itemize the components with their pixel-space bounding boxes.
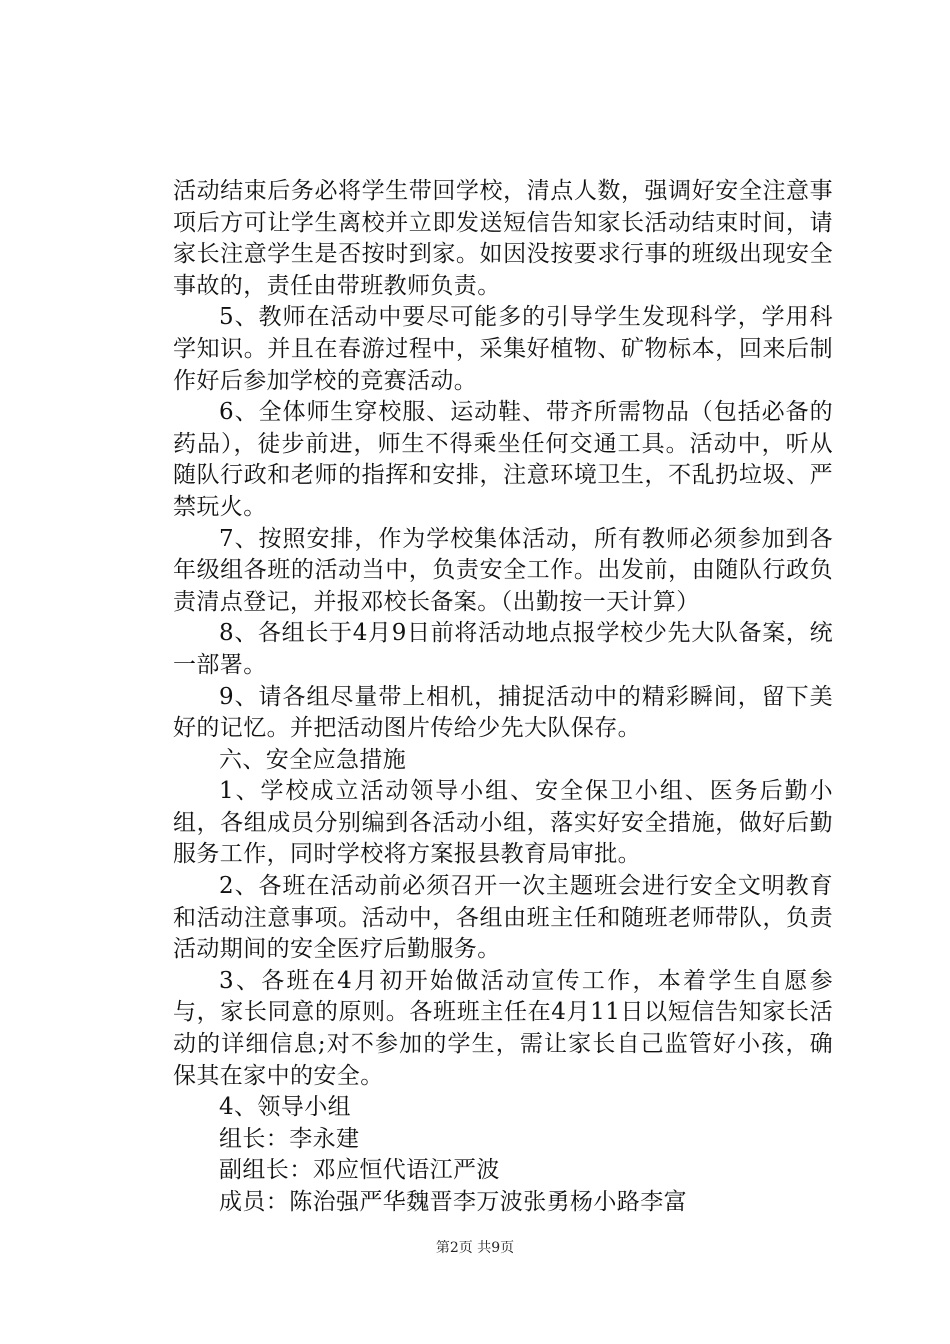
paragraph-item-9: 9、请各组尽量带上相机，捕捉活动中的精彩瞬间，留下美好的记忆。并把活动图片传给少先大队保存。 — [173, 683, 833, 742]
leader-line: 组长：李永建 — [219, 1125, 360, 1152]
document-body — [173, 176, 833, 1219]
paragraph-safety-1: 1、学校成立活动领导小组、安全保卫小组、医务后勤小组，各组成员分别编到各活动小组，落实好安全措施，做好后勤服务工作，同时学校将方案报县教育局审批。 — [173, 778, 833, 868]
paragraph-item-6: 6、全体师生穿校服、运动鞋、带齐所需物品（包括必备的药品），徒步前进，师生不得乘坐任何交通工具。活动中，听从随队行政和老师的指挥和安排，注意环境卫生，不乱扔垃圾、严禁玩火。 — [173, 399, 833, 520]
section-heading-safety: 六、安全应急措施 — [219, 746, 407, 773]
paragraph-safety-3: 3、各班在4月初开始做活动宣传工作，本着学生自愿参与，家长同意的原则。各班班主任在4月11日以短信告知家长活动的详细信息;对不参加的学生，需让家长自己监管好小孩，确保其在家中的安全。 — [173, 967, 833, 1089]
deputy-leader-line: 副组长：邓应恒代语江严波 — [219, 1157, 500, 1184]
paragraph-item-7: 7、按照安排，作为学校集体活动，所有教师必须参加到各年级组各班的活动当中，负责安全工作。出发前，由随队行政负责清点登记，并报邓校长备案。（出勤按一天计算） — [173, 525, 833, 615]
paragraph-item-8: 8、各组长于4月9日前将活动地点报学校少先大队备案，统一部署。 — [173, 620, 833, 678]
members-line: 成员：陈治强严华魏晋李万波张勇杨小路李富 — [219, 1189, 687, 1215]
paragraph-safety-2: 2、各班在活动前必须召开一次主题班会进行安全文明教育和活动注意事项。活动中，各组由班主任和随班老师带队，负责活动期间的安全医疗后勤服务。 — [173, 873, 833, 963]
paragraph-item-5: 5、教师在活动中要尽可能多的引导学生发现科学，学用科学知识。并且在春游过程中，采集好植物、矿物标本，回来后制作好后参加学校的竞赛活动。 — [173, 304, 833, 394]
paragraph-safety-4: 4、领导小组 — [219, 1094, 352, 1121]
paragraph-activity-end: 活动结束后务必将学生带回学校，清点人数，强调好安全注意事项后方可让学生离校并立即发送短信告知家长活动结束时间，请家长注意学生是否按时到家。如因没按要求行事的班级出现安全事故的，责任由带班教师负责。 — [173, 178, 833, 299]
page-number-footer: 第2页 共9页 — [435, 1240, 515, 1256]
